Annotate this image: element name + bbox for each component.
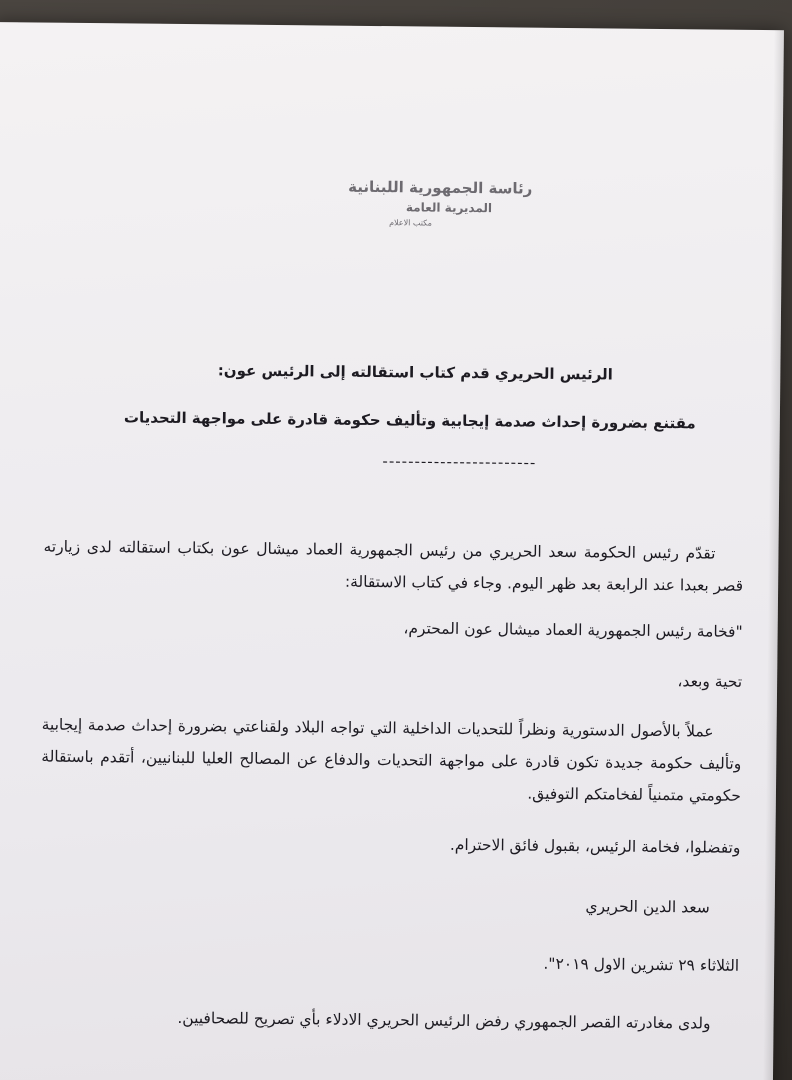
letter-content [38,323,745,1040]
separator-line: ------------------------ [382,452,537,472]
headline-main: الرئيس الحريري قدم كتاب استقالته إلى الرئيس عون: [217,361,613,384]
headline-sub: مقتنع بضرورة إحداث صدمة إيجابية وتأليف حكومة قادرة على مواجهة التحديات [123,408,696,433]
greeting: تحية وبعد، [677,672,743,691]
letterhead-directorate: المديرية العامة [405,200,493,216]
letterhead-office: مكتب الاعلام [389,218,432,228]
paper-edge-shadow [763,30,784,1080]
signature-name: سعد الدين الحريري [585,897,710,917]
body-paragraph: عملاً بالأصول الدستورية ونظراً للتحديات الداخلية التي تواجه البلاد ولقناعتي بضرورة إحداث صدمة إيجابية وتأليف حكومة جديدة تكون قادرة على مواجهة التحديات والدفاع عن المصالح العليا للبنانيين، أتقدم باستقالة حكومتي متمنياً لفخامتكم التوفيق. [41,715,742,805]
date-line: الثلاثاء ٢٩ تشرين الاول ٢٠١٩". [543,954,740,975]
letterhead-presidency: رئاسة الجمهورية اللبنانية [348,177,533,198]
salutation: "فخامة رئيس الجمهورية العماد ميشال عون المحترم، [403,619,743,641]
closing-line: وتفضلوا، فخامة الرئيس، بقبول فائق الاحترام. [449,835,741,857]
letter-paper [0,22,784,1080]
letterhead [242,175,533,232]
intro-paragraph: تقدّم رئيس الحكومة سعد الحريري من رئيس الجمهورية العماد ميشال عون بكتاب استقالته لدى زيارته قصر بعبدا عند الرابعة بعد ظهر اليوم. وجاء في كتاب الاستقالة: [43,537,744,595]
closing-note: ولدى مغادرته القصر الجمهوري رفض الرئيس الحريري الادلاء بأي تصريح للصحافيين. [177,1008,711,1033]
